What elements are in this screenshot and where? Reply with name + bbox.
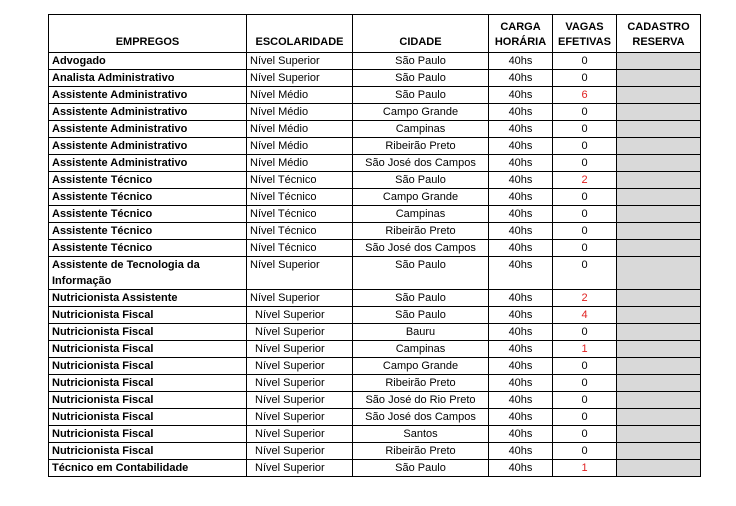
cell-escolaridade: Nível Superior [247, 341, 353, 358]
cell-carga-horaria: 40hs [489, 223, 553, 240]
table-row [49, 104, 701, 121]
cell-cadastro-reserva [617, 341, 701, 358]
cell-cadastro-reserva [617, 206, 701, 223]
cell-cadastro-reserva [617, 307, 701, 324]
cell-emprego: Nutricionista Assistente [49, 290, 247, 307]
cell-emprego: Analista Administrativo [49, 70, 247, 87]
cell-escolaridade: Nível Médio [247, 138, 353, 155]
cell-vagas-efetivas: 0 [553, 206, 617, 223]
table-row [49, 155, 701, 172]
cell-vagas-efetivas: 2 [553, 172, 617, 189]
cell-emprego: Assistente Administrativo [49, 155, 247, 172]
cell-emprego: Assistente Técnico [49, 206, 247, 223]
cell-escolaridade: Nível Técnico [247, 206, 353, 223]
table-row [49, 87, 701, 104]
table-row [49, 257, 701, 290]
cell-carga-horaria: 40hs [489, 70, 553, 87]
cell-cidade: Campo Grande [353, 104, 489, 121]
cell-carga-horaria: 40hs [489, 172, 553, 189]
cell-vagas-efetivas: 0 [553, 240, 617, 257]
cell-cadastro-reserva [617, 138, 701, 155]
cell-emprego: Assistente Técnico [49, 240, 247, 257]
cell-emprego: Nutricionista Fiscal [49, 324, 247, 341]
cell-emprego: Assistente Administrativo [49, 121, 247, 138]
cell-escolaridade: Nível Superior [247, 53, 353, 70]
cell-vagas-efetivas: 1 [553, 460, 617, 477]
table-row [49, 290, 701, 307]
cell-carga-horaria: 40hs [489, 240, 553, 257]
cell-cadastro-reserva [617, 460, 701, 477]
cell-cidade: São Paulo [353, 307, 489, 324]
cell-carga-horaria: 40hs [489, 358, 553, 375]
cell-cadastro-reserva [617, 104, 701, 121]
cell-cidade: São Paulo [353, 70, 489, 87]
cell-vagas-efetivas: 0 [553, 189, 617, 206]
cell-vagas-efetivas: 1 [553, 341, 617, 358]
cell-carga-horaria: 40hs [489, 53, 553, 70]
cell-cidade: São Paulo [353, 53, 489, 70]
cell-cidade: Campinas [353, 206, 489, 223]
cell-cadastro-reserva [617, 223, 701, 240]
cell-cidade: São José dos Campos [353, 155, 489, 172]
cell-escolaridade: Nível Técnico [247, 223, 353, 240]
cell-emprego: Nutricionista Fiscal [49, 392, 247, 409]
cell-cidade: São José do Rio Preto [353, 392, 489, 409]
cell-cidade: Santos [353, 426, 489, 443]
table-row [49, 206, 701, 223]
cell-escolaridade: Nível Superior [247, 307, 353, 324]
cell-emprego: Nutricionista Fiscal [49, 443, 247, 460]
cell-escolaridade: Nível Superior [247, 257, 353, 290]
cell-vagas-efetivas: 0 [553, 426, 617, 443]
cell-cadastro-reserva [617, 443, 701, 460]
cell-emprego: Advogado [49, 53, 247, 70]
cell-cidade: Campo Grande [353, 189, 489, 206]
cell-escolaridade: Nível Superior [247, 290, 353, 307]
cell-cadastro-reserva [617, 375, 701, 392]
table-row [49, 172, 701, 189]
cell-cadastro-reserva [617, 426, 701, 443]
header-empregos: EMPREGOS [49, 15, 247, 53]
cell-escolaridade: Nível Técnico [247, 240, 353, 257]
header-carga-line2: HORÁRIA [494, 36, 547, 48]
cell-vagas-efetivas: 0 [553, 155, 617, 172]
cell-cadastro-reserva [617, 70, 701, 87]
cell-escolaridade: Nível Médio [247, 104, 353, 121]
header-row [49, 15, 701, 53]
cell-cidade: Ribeirão Preto [353, 375, 489, 392]
cell-cadastro-reserva [617, 172, 701, 189]
header-vagas-efetivas [553, 15, 617, 53]
header-vagas-line1: VAGAS [565, 21, 604, 33]
cell-carga-horaria: 40hs [489, 104, 553, 121]
cell-escolaridade: Nível Técnico [247, 189, 353, 206]
cell-escolaridade: Nível Superior [247, 409, 353, 426]
table-row [49, 375, 701, 392]
cell-escolaridade: Nível Superior [247, 460, 353, 477]
cell-vagas-efetivas: 0 [553, 409, 617, 426]
cell-cidade: Ribeirão Preto [353, 223, 489, 240]
cell-escolaridade: Nível Médio [247, 155, 353, 172]
cell-cadastro-reserva [617, 189, 701, 206]
cell-cidade: Campinas [353, 121, 489, 138]
cell-carga-horaria: 40hs [489, 138, 553, 155]
cell-carga-horaria: 40hs [489, 426, 553, 443]
cell-cidade: São Paulo [353, 87, 489, 104]
cell-emprego: Nutricionista Fiscal [49, 409, 247, 426]
table-row [49, 358, 701, 375]
cell-vagas-efetivas: 0 [553, 121, 617, 138]
cell-escolaridade: Nível Superior [247, 358, 353, 375]
cell-cidade: Campo Grande [353, 358, 489, 375]
header-carga-horaria [489, 15, 553, 53]
cell-vagas-efetivas: 2 [553, 290, 617, 307]
cell-cidade: Bauru [353, 324, 489, 341]
cell-carga-horaria: 40hs [489, 121, 553, 138]
table-body [49, 53, 701, 477]
cell-vagas-efetivas: 0 [553, 138, 617, 155]
header-cidade: CIDADE [353, 15, 489, 53]
cell-escolaridade: Nível Superior [247, 324, 353, 341]
cell-carga-horaria: 40hs [489, 155, 553, 172]
cell-emprego: Assistente Administrativo [49, 104, 247, 121]
table-row [49, 70, 701, 87]
cell-carga-horaria: 40hs [489, 443, 553, 460]
table-row [49, 223, 701, 240]
cell-escolaridade: Nível Superior [247, 392, 353, 409]
cell-carga-horaria: 40hs [489, 189, 553, 206]
header-carga-line1: CARGA [500, 21, 541, 33]
table-row [49, 426, 701, 443]
cell-vagas-efetivas: 0 [553, 324, 617, 341]
cell-cadastro-reserva [617, 290, 701, 307]
cell-cidade: São Paulo [353, 257, 489, 290]
cell-vagas-efetivas: 0 [553, 104, 617, 121]
header-cadastro-line1: CADASTRO [627, 21, 690, 33]
cell-escolaridade: Nível Técnico [247, 172, 353, 189]
cell-carga-horaria: 40hs [489, 307, 553, 324]
cell-carga-horaria: 40hs [489, 375, 553, 392]
cell-cadastro-reserva [617, 121, 701, 138]
header-cadastro-line2: RESERVA [632, 36, 685, 48]
table-row [49, 341, 701, 358]
table-row [49, 460, 701, 477]
cell-carga-horaria: 40hs [489, 87, 553, 104]
cell-emprego: Assistente de Tecnologia da Informação [49, 257, 247, 290]
cell-emprego: Nutricionista Fiscal [49, 358, 247, 375]
cell-vagas-efetivas: 0 [553, 70, 617, 87]
cell-emprego: Nutricionista Fiscal [49, 307, 247, 324]
cell-cidade: São Paulo [353, 172, 489, 189]
cell-carga-horaria: 40hs [489, 206, 553, 223]
cell-carga-horaria: 40hs [489, 324, 553, 341]
cell-vagas-efetivas: 4 [553, 307, 617, 324]
cell-vagas-efetivas: 0 [553, 375, 617, 392]
cell-cidade: Ribeirão Preto [353, 138, 489, 155]
cell-vagas-efetivas: 0 [553, 257, 617, 290]
cell-emprego: Assistente Administrativo [49, 87, 247, 104]
cell-carga-horaria: 40hs [489, 409, 553, 426]
table-row [49, 240, 701, 257]
table-row [49, 443, 701, 460]
cell-emprego: Técnico em Contabilidade [49, 460, 247, 477]
cell-emprego: Assistente Técnico [49, 189, 247, 206]
cell-cadastro-reserva [617, 257, 701, 290]
cell-cadastro-reserva [617, 155, 701, 172]
cell-escolaridade: Nível Superior [247, 375, 353, 392]
cell-vagas-efetivas: 0 [553, 443, 617, 460]
cell-vagas-efetivas: 6 [553, 87, 617, 104]
cell-vagas-efetivas: 0 [553, 53, 617, 70]
cell-cadastro-reserva [617, 53, 701, 70]
cell-carga-horaria: 40hs [489, 460, 553, 477]
cell-escolaridade: Nível Superior [247, 443, 353, 460]
cell-cidade: São Paulo [353, 290, 489, 307]
cell-emprego: Nutricionista Fiscal [49, 341, 247, 358]
table-row [49, 409, 701, 426]
table-row [49, 138, 701, 155]
header-vagas-line2: EFETIVAS [558, 36, 611, 48]
table-row [49, 53, 701, 70]
cell-carga-horaria: 40hs [489, 392, 553, 409]
cell-carga-horaria: 40hs [489, 257, 553, 290]
table-row [49, 324, 701, 341]
cell-vagas-efetivas: 0 [553, 223, 617, 240]
cell-escolaridade: Nível Superior [247, 70, 353, 87]
cell-cidade: São Paulo [353, 460, 489, 477]
cell-carga-horaria: 40hs [489, 341, 553, 358]
cell-emprego: Assistente Técnico [49, 223, 247, 240]
cell-escolaridade: Nível Superior [247, 426, 353, 443]
cell-escolaridade: Nível Médio [247, 87, 353, 104]
cell-cidade: São José dos Campos [353, 240, 489, 257]
cell-carga-horaria: 40hs [489, 290, 553, 307]
table-row [49, 392, 701, 409]
cell-cadastro-reserva [617, 409, 701, 426]
cell-emprego: Assistente Técnico [49, 172, 247, 189]
cell-emprego: Nutricionista Fiscal [49, 426, 247, 443]
table-row [49, 307, 701, 324]
table-row [49, 189, 701, 206]
cell-emprego: Assistente Administrativo [49, 138, 247, 155]
cell-vagas-efetivas: 0 [553, 358, 617, 375]
cell-cadastro-reserva [617, 240, 701, 257]
vacancy-table [48, 14, 701, 477]
cell-cadastro-reserva [617, 87, 701, 104]
cell-cadastro-reserva [617, 324, 701, 341]
cell-escolaridade: Nível Médio [247, 121, 353, 138]
cell-cidade: São José dos Campos [353, 409, 489, 426]
table-row [49, 121, 701, 138]
cell-cadastro-reserva [617, 358, 701, 375]
header-escolaridade: ESCOLARIDADE [247, 15, 353, 53]
header-cadastro-reserva [617, 15, 701, 53]
cell-cidade: Campinas [353, 341, 489, 358]
cell-vagas-efetivas: 0 [553, 392, 617, 409]
cell-cidade: Ribeirão Preto [353, 443, 489, 460]
cell-emprego: Nutricionista Fiscal [49, 375, 247, 392]
cell-cadastro-reserva [617, 392, 701, 409]
